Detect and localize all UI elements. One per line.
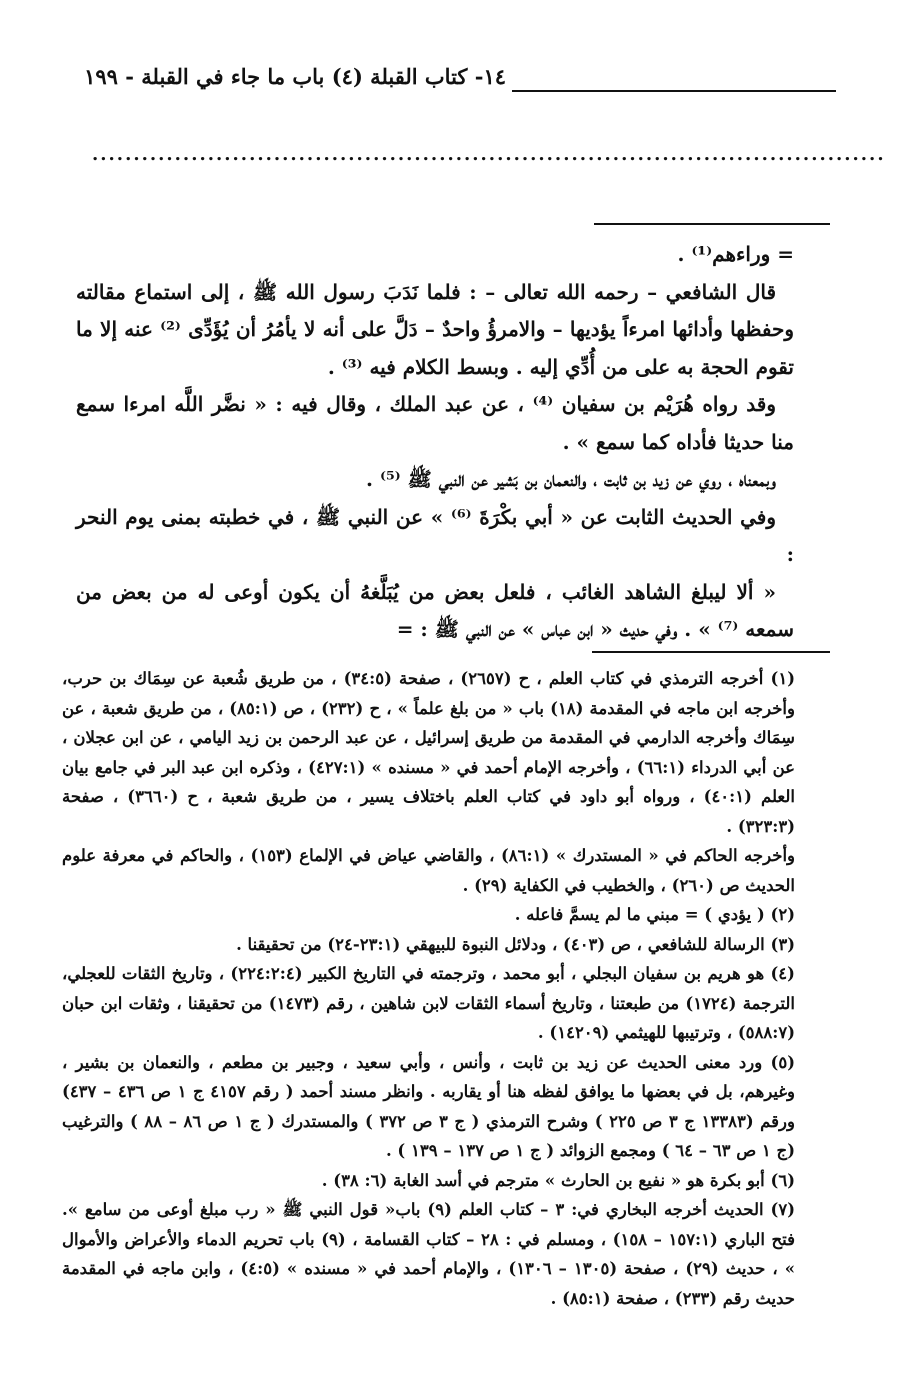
header-title: ١٤- كتاب القبلة (٤) باب ما جاء في القبلة - ١٩٩: [84, 64, 506, 89]
footnote-rule: [592, 651, 830, 653]
footnote: (٦) أبو بكرة هو « نفيع بن الحارث » مترجم في أسد الغابة (٦: ٣٨) .: [321, 1170, 795, 1190]
body-paragraph: وقد رواه هُرَيْم بن سفيان ⁽⁴⁾ ، عن عبد الملك ، وقال فيه : « نضَّر اللَّه امرءا سمع منا حديثا فأداه كما سمع » .: [76, 392, 794, 454]
header-rule: [512, 90, 836, 92]
footnote: (١) أخرجه الترمذي في كتاب العلم ، ح (٢٦٥٧) ، صفحة (٣٤:٥) ، من طريق شُعبة عن سِمَاك بن حرب، وأخرجه ابن ماجه في المقدمة (١٨) باب « من بلغ علماً » ، ح (٢٣٢) ، ص (٨٥:١) ، من طريق شعبة ، عن سِمَاك وأخرجه الدارمي في المقدمة من طريق إسرائيل ، عن عبد الرحمن بن زيد اليامي ، عن ابن عجلان ، عن أبي الدرداء (٦٦:١) ، وأخرجه الإمام أحمد في « مسنده » (٤٢٧:١) ، وذكره ابن عبد البر في جامع بيان العلم (٤٠:١) ، ورواه أبو داود في كتاب العلم باختلاف يسير ، من طريق شعبة ، ح (٣٦٦٠) ، صفحة (٣٢٣:٣) .: [62, 669, 795, 836]
body-paragraph: قال الشافعي – رحمه الله تعالى – : فلما نَدَبَ رسول الله ﷺ ، إلى استماع مقالته وحفظها وأدائها امرءاً يؤديها – والامرؤُ واحدٌ – دَلَّ على أنه لا يأمُرُ أن يُؤَدِّى ⁽²⁾ عنه إلا ما تقوم الحجة به على من أُدِّي إليه . وبسط الكلام فيه ⁽³⁾ .: [76, 279, 794, 379]
footnote: (٢) ( يؤدي ) = مبني ما لم يسمَّ فاعله .: [514, 905, 795, 924]
body-paragraph: وبمعناه ، روي عن زيد بن ثابت ، والنعمان بن بَشير عن النبي ﷺ ⁽⁵⁾ .: [366, 467, 776, 491]
footnote: وأخرجه الحاكم في « المستدرك » (٨٦:١) ، والقاضي عياض في الإلماع (١٥٣) ، والحاكم في معرفة علوم الحديث ص (٢٦٠) ، والخطيب في الكفاية (٢٩) .: [62, 846, 795, 895]
dotted-separator: ................................................................................................: [92, 144, 886, 165]
body-line: = وراءهم⁽¹⁾ .: [677, 242, 794, 266]
running-header: [66, 62, 846, 94]
body-top-rule: [594, 223, 830, 225]
body-paragraph: وفي الحديث الثابت عن « أبي بكْرَةَ ⁽⁶⁾ » عن النبي ﷺ ، في خطبته بمنى يوم النحر :: [76, 504, 794, 566]
main-text: [76, 236, 794, 649]
footnote: (٥) ورد معنى الحديث عن زيد بن ثابت ، وأنس ، وأبي سعيد ، وجبير بن مطعم ، والنعمان بن بشير ، وغيرهم، بل في بعضها ما يوافق لفظه هنا أو يقاربه . وانظر مسند أحمد ( رقم ٤١٥٧ ج ١ ص ٤٣٦ – ٤٣٧) ورقم (١٣٣٨٣ ج ٣ ص ٢٢٥ ) وشرح الترمذي ( ج ٣ ص ٣٧٢ ) والمستدرك ( ج ١ ص ٨٦ – ٨٨ ) والترغيب (ج ١ ص ٦٣ – ٦٤ ) ومجمع الزوائد ( ج ١ ص ١٣٧ – ١٣٩ ) .: [62, 1052, 795, 1160]
footnote: (٣) الرسالة للشافعي ، ص (٤٠٣) ، ودلائل النبوة للبيهقي (٢٣:١-٢٤) من تحقيقنا .: [236, 934, 795, 954]
footnote: (٧) الحديث أخرجه البخاري في: ٣ – كتاب العلم (٩) باب« قول النبي ﷺ « رب مبلغ أوعى من سامع ». فتح الباري (١٥٧:١ – ١٥٨) ، ومسلم في : ٢٨ – كتاب القسامة ، (٩) باب تحريم الدماء والأعراض والأموال » ، حديث (٢٩) ، صفحة (١٣٠٥ – ١٣٠٦) ، والإمام أحمد في « مسنده » (٤:٥) ، وابن ماجه في المقدمة حديث رقم (٢٣٣) ، صفحة (٨٥:١) .: [62, 1200, 796, 1308]
body-paragraph: « ألا ليبلغ الشاهد الغائب ، فلعل بعض من يُبَلَّغهُ أن يكون أوعى له من بعض من سمعه ⁽⁷⁾ » . وفي حديث « ابن عباس » عن النبي ﷺ : =: [76, 579, 794, 641]
footnotes: [62, 664, 795, 1313]
footnote: (٤) هو هريم بن سفيان البجلي ، أبو محمد ، وترجمته في التاريخ الكبير (٢٢٤:٢:٤) ، وتاريخ الثقات للعجلي، الترجمة (١٧٢٤) من طبعتنا ، وتاريخ أسماء الثقات لابن شاهين ، رقم (١٤٧٣) من تحقيقنا ، وثقات ابن حبان (٥٨٨:٧) ، وترتيبها للهيثمي (١٤٢٠٩) .: [62, 964, 795, 1042]
